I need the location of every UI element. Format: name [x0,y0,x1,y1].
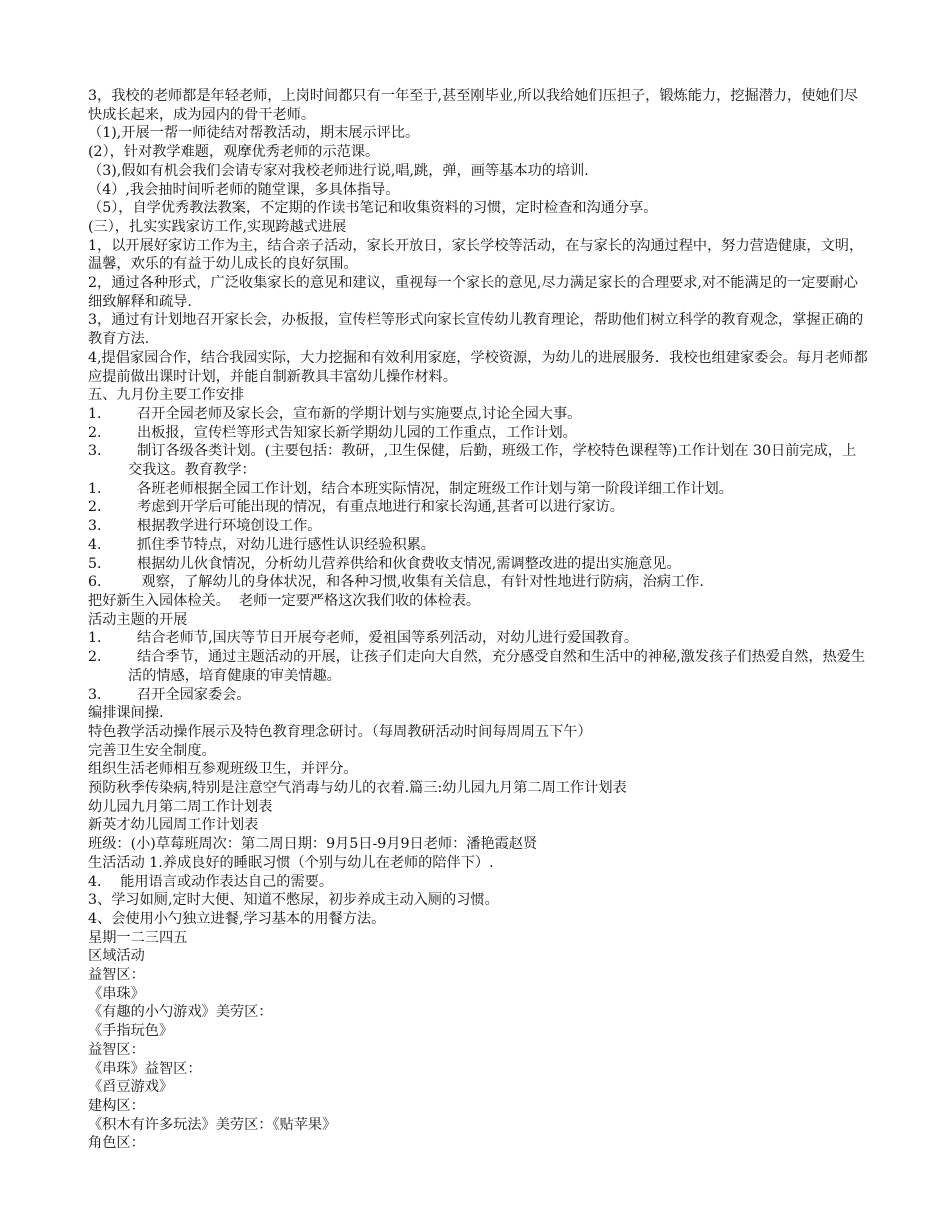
numbered-item [88,536,868,555]
paragraph: 星期一二三四五 [88,929,188,946]
paragraph: 组织生活老师相互参观班级卫生，并评分。 [88,761,358,778]
paragraph: 4． 能用语言或动作表达自己的需要。 [88,873,334,890]
numbered-item [88,480,868,499]
paragraph: 《积木有许多玩法》美劳区：《贴苹果》 [88,1116,337,1133]
item-number: 2． [88,499,112,516]
paragraph: 3、学习如厕,定时大便、知道不憋尿，初步养成主动入厕的习惯。 [88,892,499,909]
paragraph: 益智区： [88,967,145,984]
item-text: 考虑到开学后可能出现的情况，有重点地进行和家长沟通,甚者可以进行家访。 [128,499,624,516]
paragraph: （1),开展一帮一师徒结对帮教活动，期末展示评比。 [88,125,420,142]
numbered-item [88,686,868,705]
item-text: 根据幼儿伙食情况，分析幼儿营养供给和伙食费收支情况,需调整改进的提出实施意见。 [128,555,681,572]
item-number: 3． [88,518,112,535]
item-text: 结合季节，通过主题活动的开展，让孩子们走向大自然，充分感受自然和生活中的神秘,激发孩子们热爱自然，热爱生活的情感，培育健康的审美情趣。 [128,649,866,684]
paragraph: (三），扎实实践家访工作,实现跨越式进展 [88,218,347,235]
paragraph: 3，通过有计划地召开家长会，办板报，宣传栏等形式向家长宣传幼儿教育理论，帮助他们树立科学的教育观念，掌握正确的教育方法. [88,312,864,348]
paragraph: 五、九月份主要工作安排 [88,387,245,404]
paragraph: （4）,我会抽时间听老师的随堂课，多具体指导。 [88,181,400,198]
numbered-item [88,648,868,685]
paragraph: 4,提倡家园合作，结合我园实际，大力挖掘和有效利用家庭，学校资源，为幼儿的进展服务．我校也组建家委会。每月老师都应提前做出课时计划，并能自制新教具丰富幼儿操作材料。 [88,349,868,385]
numbered-item [88,555,868,574]
item-number: 3． [88,443,112,460]
numbered-item [88,573,868,592]
paragraph: 班级：(小)草莓班周次：第二周日期：9月5日-9月9日老师：潘艳霞赵贤 [88,836,538,853]
item-text: 各班老师根据全园工作计划，结合本班实际情况，制定班级工作计划与第一阶段详细工作计划。 [128,480,733,497]
item-text: 召开全园老师及家长会，宣布新的学期计划与实施要点,讨论全园大事。 [128,405,582,422]
paragraph: 幼儿园九月第二周工作计划表 [88,798,273,815]
paragraph: 活动主题的开展 [88,611,188,628]
numbered-item [88,517,868,536]
item-text: 出板报，宣传栏等形式告知家长新学期幼儿园的工作重点，工作计划。 [128,424,577,441]
item-number: 1． [88,630,112,647]
paragraph: 角色区： [88,1135,145,1152]
item-text: 根据教学进行环境创设工作。 [128,518,322,535]
item-number: 6． [88,574,112,591]
paragraph: 《串珠》益智区： [88,1060,202,1077]
numbered-item [88,498,868,517]
item-number: 1． [88,405,112,422]
paragraph: 建构区： [88,1097,145,1114]
item-number: 1． [88,480,112,497]
paragraph: 区域活动 [88,948,145,965]
paragraph: 编排课间操. [88,705,164,722]
item-text: 抓住季节特点，对幼儿进行感性认识经验积累。 [128,536,435,553]
paragraph: 新英才幼儿园周工作计划表 [88,817,259,834]
paragraph: 特色教学活动操作展示及特色教育理念研讨。（每周教研活动时间每周周五下午） [88,723,592,740]
numbered-item [88,442,868,479]
paragraph: 《有趣的小勺游戏》美劳区： [88,1004,273,1021]
item-text: 观察，了解幼儿的身体状况，和各种习惯,收集有关信息，有针对性地进行防病，治病工作. [128,574,704,591]
paragraph: 预防秋季传染病,特别是注意空气消毒与幼儿的衣着.篇三:幼儿园九月第二周工作计划表 [88,780,627,797]
paragraph: 《舀豆游戏》 [88,1079,174,1096]
item-text: 召开全园家委会。 [128,686,251,703]
item-number: 3． [88,686,112,703]
paragraph: 把好新生入园体检关。 老师一定要严格这次我们收的体检表。 [88,592,481,609]
paragraph: 3，我校的老师都是年轻老师，上岗时间都只有一年至于,甚至刚毕业,所以我给她们压担子，锻炼能力，挖掘潜力，使她们尽快成长起来，成为园内的骨干老师。 [88,88,858,123]
paragraph: 《串珠》 [88,985,145,1002]
item-number: 4． [88,536,112,553]
numbered-item [88,424,868,443]
paragraph: 1，以开展好家访工作为主，结合亲子活动，家长开放日，家长学校等活动，在与家长的沟通过程中，努力营造健康，文明，温馨，欢乐的有益于幼儿成长的良好氛围。 [88,237,864,273]
paragraph: 生活活动 1.养成良好的睡眠习惯（个别与幼儿在老师的陪伴下）. [88,854,494,871]
paragraph: （3),假如有机会我们会请专家对我校老师进行说,唱,跳，弹，画等基本功的培训. [88,162,589,179]
item-number: 2． [88,424,112,441]
document-body [88,87,868,1153]
item-number: 5． [88,555,112,572]
paragraph: 完善卫生安全制度。 [88,742,216,759]
item-number: 2． [88,649,112,666]
paragraph: 《手指玩色》 [88,1023,174,1040]
paragraph: （5），自学优秀教法教案，不定期的作读书笔记和收集资料的习惯，定时检查和沟通分享。 [88,200,658,217]
item-text: 结合老师节,国庆等节日开展夸老师，爱祖国等系列活动，对幼儿进行爱国教育。 [128,630,639,647]
paragraph: (2），针对教学难题，观摩优秀老师的示范课。 [88,144,380,161]
numbered-item [88,629,868,648]
paragraph: 益智区： [88,1041,145,1058]
paragraph: 4、会使用小勺独立进餐,学习基本的用餐方法。 [88,910,386,927]
numbered-item [88,405,868,424]
paragraph: 2，通过各种形式，广泛收集家长的意见和建议，重视每一个家长的意见,尽力满足家长的合理要求,对不能满足的一定要耐心细致解释和疏导. [88,275,858,310]
item-text: 制订各级各类计划。(主要包括：教研，,卫生保健，后勤，班级工作，学校特色课程等)工作计划在 30日前完成，上交我这。教育教学： [128,443,857,479]
